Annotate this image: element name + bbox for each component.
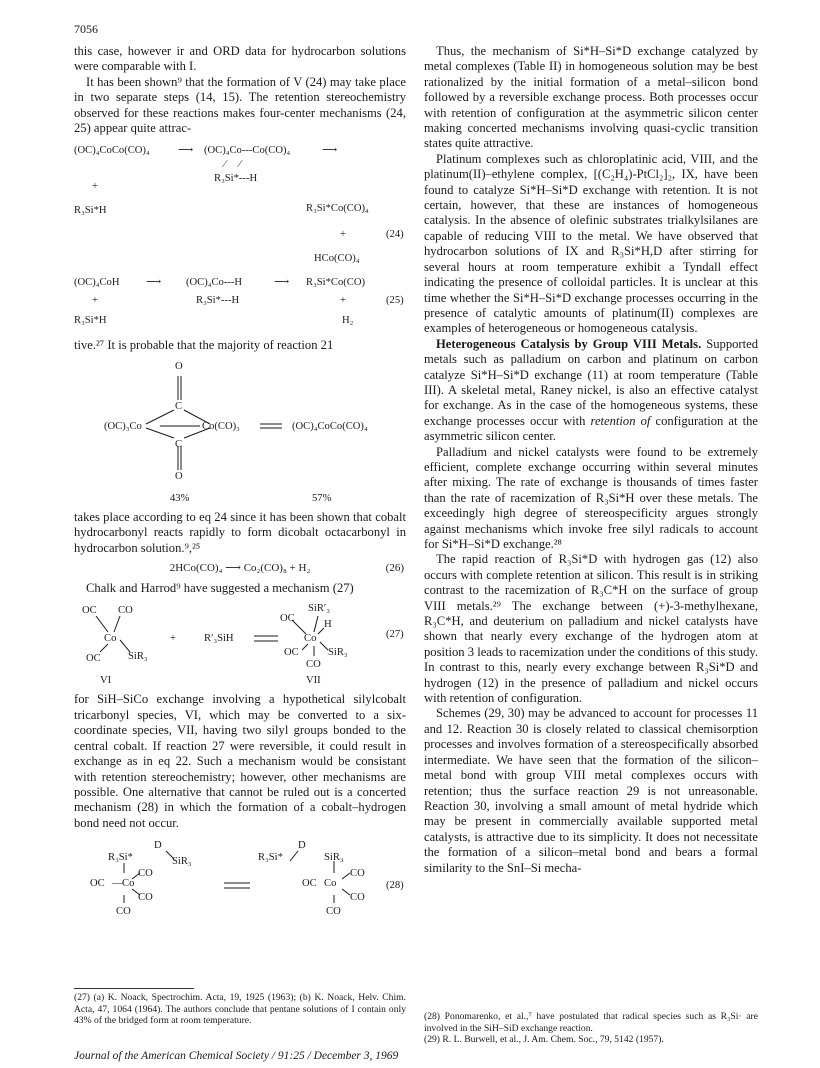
footnote-rule	[74, 988, 194, 989]
plus-sign: +	[92, 181, 98, 193]
plus-sign: +	[340, 295, 346, 307]
paragraph: for SiH–SiCo exchange involving a hypothetical silylcobalt tricarbonyl species, VI, which may be converted to a six-coordinate species, VII, having two silyl groups bonded to the central cobalt. If reaction 27 were reversible, it could result in exchange as in eq 22. Such a mechanism would be consistant with retention stereochemistry; however, other mechanisms are possible. One alternative that cannot be ruled out is a concerted mechanism (28) in which the formation of a cobalt–hydrogen bond need not occur.	[74, 692, 406, 830]
left-column	[74, 44, 406, 929]
hydride-ligand: H	[324, 619, 332, 631]
emphasis: retention of	[590, 413, 651, 428]
carbonyl-ligand: OC	[82, 605, 97, 617]
equation-number: (26)	[385, 562, 404, 575]
arrow: ⟶	[322, 145, 338, 157]
reactant-silane: R₃Si*H	[74, 205, 107, 217]
percent-bridged: 43%	[170, 492, 190, 504]
footnote-27: (27) (a) K. Noack, Spectrochim. Acta, 19, 1925 (1963); (b) K. Noack, Helv. Chim. Acta, 47, 1064 (1964). The authors conclude that pentane solutions of I contain only 43% of the bridged form at room temperature.	[74, 992, 406, 1026]
equation-text: 2HCo(CO)₄ ⟶ Co₂(CO)₈ + H₂	[169, 562, 311, 575]
silyl-group: SiR₃	[324, 852, 344, 864]
paragraph: Thus, the mechanism of Si*H–Si*D exchange catalyzed by metal complexes (Table II) in homogeneous solution may be best rationalized by the initial formation of a metal–silicon bond followed by a reversible exchange process. Both processes occur with retention of configuration at the asymmetric silicon center making concerted mechanisms involving quasi-cyclic transition states quite attractive.	[424, 44, 758, 151]
compound-label-vii: VII	[306, 675, 321, 687]
reactant-dicobalt: (OC)₄CoCo(CO)₄	[74, 145, 150, 157]
arrow: ⟶	[274, 277, 290, 289]
carbonyl-ligand: CO	[138, 868, 153, 880]
carbonyl-ligand: CO	[306, 659, 321, 671]
transition-state-silane: R₃Si*---H	[196, 295, 240, 307]
paragraph: this case, however ir and ORD data for hydrocarbon solutions were comparable with I.	[74, 44, 406, 74]
silane-reagent: R′₃SiH	[204, 633, 234, 645]
paragraph-text: Supported metals such as palladium on carbon and platinum on carbon catalyze Si*H–Si*D exchange (11) at room temperature (Table III). A skeletal metal, Raney nickel, is also an effective catalyst for exchange. As in the case of the homogeneous systems, these exchange processes occur with	[424, 336, 758, 428]
section-paragraph	[424, 337, 758, 445]
carbonyl-ligand: CO	[350, 868, 365, 880]
scheme-27	[74, 600, 406, 688]
paragraph: Palladium and nickel catalysts were found to be extremely efficient, complete exchange occurring within several minutes after mixing. The rate of exchange is thousands of times faster than the rate of racemization of R₃Si*H over these metals. The exceedingly high degree of stereospecificity argues strongly against mechanisms which invoke free silyl radicals to account for Si*H–Si*D exchange.²⁸	[424, 444, 758, 551]
section-heading: Heterogeneous Catalysis by Group VIII Metals.	[436, 336, 702, 351]
silyl-group: R₃Si*	[258, 852, 283, 864]
scheme-24	[74, 140, 406, 268]
equation-number: (24)	[386, 229, 404, 241]
unbridged-form: (OC)₄CoCo(CO)₄	[292, 420, 368, 432]
paragraph: Chalk and Harrod⁹ have suggested a mechanism (27)	[86, 581, 354, 596]
carbonyl-ligand: CO	[138, 892, 153, 904]
carbonyl-ligand: OC	[90, 878, 105, 890]
reactant-silane: R₃Si*H	[74, 315, 107, 327]
plus-sign: +	[170, 633, 176, 645]
page-number: 7056	[74, 22, 98, 36]
oxygen-atom: O	[175, 470, 183, 482]
cobalt-left: (OC)₃Co	[104, 420, 142, 432]
transition-state: (OC)₄Co---H	[186, 277, 243, 289]
product-silylcobalt: R₃Si*Co(CO)	[306, 277, 366, 289]
equation-number: (27)	[386, 629, 404, 641]
silyl-group: SiR₃	[172, 856, 192, 868]
plus-sign: +	[340, 229, 346, 241]
cobalt-atom: Co	[304, 633, 317, 645]
arrow: ⟶	[146, 277, 162, 289]
paragraph-text: configuration at the asymmetric silicon center.	[424, 413, 758, 444]
carbonyl-ligand: CO	[118, 605, 133, 617]
deuterium-atom: D	[298, 840, 306, 852]
transition-state-silane: R₃Si*---H	[214, 173, 258, 185]
carbon-atom: C	[175, 400, 183, 412]
product-hydrocarbonyl: HCo(CO)₄	[314, 253, 360, 265]
carbonyl-ligand: OC	[280, 613, 295, 625]
product-hydrogen: H₂	[342, 315, 354, 327]
transition-state: (OC)₄Co---Co(CO)₄	[204, 145, 291, 157]
paragraph: It has been shown⁹ that the formation of V (24) may take place in two separate steps (14, 15). The retention stereochemistry observed for these reactions makes four-center mechanisms (24, 25) appear quite attrac-	[74, 74, 406, 136]
product-silylcobalt: R₃Si*Co(CO)₄	[306, 203, 369, 215]
silyl-group: SiR₃	[128, 651, 148, 663]
silyl-group: SiR′₃	[308, 603, 330, 615]
carbonyl-ligand: CO	[116, 906, 131, 918]
paragraph: takes place according to eq 24 since it has been shown that cobalt hydrocarbonyl reacts rapidly to form dicobalt octacarbonyl in hydrocarbon solution.⁹,²⁵	[74, 509, 406, 555]
oxygen-atom: O	[175, 360, 183, 372]
plus-sign: +	[92, 295, 98, 307]
footnote-28: (28) Ponomarenko, et al.,⁷ have postulated that radical species such as R₃Si· are involved in the SiH–SiD exchange reaction.	[424, 1011, 758, 1034]
equation-number: (28)	[386, 880, 404, 892]
scheme-28	[74, 839, 406, 925]
deuterium-atom: D	[154, 840, 162, 852]
right-column	[424, 44, 758, 876]
equation-26	[74, 561, 406, 575]
journal-footer: Journal of the American Chemical Society / 91:25 / December 3, 1969	[74, 1050, 399, 1062]
reactant-hydride: (OC)₄CoH	[74, 277, 120, 289]
silyl-group: SiR₃	[328, 647, 348, 659]
silyl-group: R₃Si*	[108, 852, 133, 864]
carbonyl-ligand: OC	[284, 647, 299, 659]
carbonyl-ligand: OC	[86, 653, 101, 665]
cobalt-atom: Co	[324, 878, 337, 890]
cobalt-atom: Co	[104, 633, 117, 645]
bond-dash: —	[112, 878, 123, 890]
paragraph: tive.²⁷ It is probable that the majority of reaction 21	[74, 338, 334, 353]
carbonyl-ligand: CO	[326, 906, 341, 918]
footnote-29: (29) R. L. Burwell, et al., J. Am. Chem. Soc., 79, 5142 (1957).	[424, 1034, 664, 1045]
arrow: ⟶	[178, 145, 194, 157]
carbonyl-ligand: CO	[350, 892, 365, 904]
paragraph: The rapid reaction of R₃Si*D with hydrogen gas (12) also occurs with complete retention at silicon. This result is in striking contrast to the racemization of R₃C*H on the surface of group VIII metals.²⁹ The exchange between (+)-3-methylhexane, R₃C*H, and deuterium on palladium and nickel catalysts have shown that nearly every exchange of the hydrogen atom at position 3 leads to racemization under the conditions of this study. In contrast to this, nearly every exchange between R₃Si*D and hydrogen (12) in the presence of palladium and nickel occurs with retention of configuration.	[424, 552, 758, 706]
paragraph: Platinum complexes such as chloroplatinic acid, VIII, and the platinum(II)–ethylene complex, [(C₂H₄)-PtCl₂]₂, IX, have been found to catalyze Si*H–Si*D exchange with retention. It is not certain, however, that these are instances of homogeneous catalysis. In the absence of olefinic substrates trialkylsilanes are capable of reducing VIII to the metal. We have observed that hydrocarbon solutions of IX and R₃Si*H,D after stirring for several hours at room temperature exhibit a Tyndall effect indicating the presence of colloidal particles. It is unclear at this time whether the Si*H–Si*D exchange processes occurring in the presence of catalytic amounts of platinum(II) complexes are examples of heterogeneous or homogeneous catalysis.	[424, 151, 758, 336]
equation-number: (25)	[386, 295, 404, 307]
bridged-dicobalt-structure	[74, 358, 406, 506]
cobalt-right: Co(CO)₃	[202, 420, 240, 432]
cobalt-atom: Co	[122, 878, 135, 890]
percent-unbridged: 57%	[312, 492, 332, 504]
dashed-bond: ⁄ ⁄	[224, 159, 241, 171]
scheme-25	[74, 272, 406, 334]
paragraph: Schemes (29, 30) may be advanced to account for processes 11 and 12. Reaction 30 is closely related to classical chemisorption processes and involves formation of a stereospecifically absorbed intermediate. We have seen that the formation of the silicon–metal bond with group VIII metal complexes occurs with retention; thus the surface reaction 29 is not unreasonable. Reaction 30, involving a small amount of metal hydride which may be present in commercially available supported metal catalysts, is attractive due to its simplicity. It does not necessitate the formation of a silicon–metal bond and bears a formal similarity to the SnI–Si mecha-	[424, 706, 758, 875]
carbonyl-ligand: OC	[302, 878, 317, 890]
compound-label-vi: VI	[100, 675, 112, 687]
carbon-atom: C	[175, 438, 183, 450]
footnotes-right	[424, 1011, 758, 1046]
